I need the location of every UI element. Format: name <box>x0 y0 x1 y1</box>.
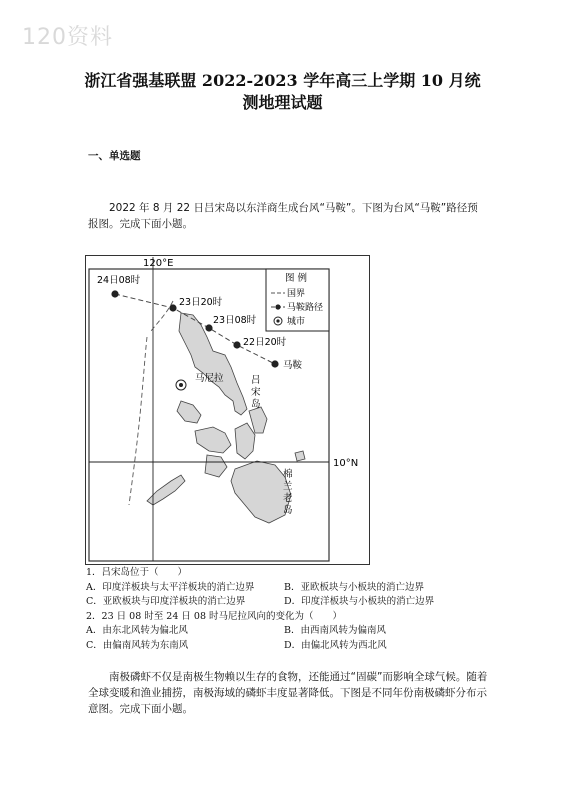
q1-row-ab <box>86 581 506 596</box>
mindanao-char-4: 岛 <box>283 505 293 516</box>
q2-stem: 2．23 日 08 时至 24 日 08 时马尼拉风向的变化为（ ） <box>86 610 343 622</box>
luzon-char-3: 岛 <box>251 399 261 410</box>
map-figure <box>85 255 370 565</box>
q1-option-d: D．印度洋板块与小板块的消亡边界 <box>284 596 435 607</box>
manila-marker-dot <box>179 383 183 387</box>
legend-border-label: 国界 <box>287 289 306 299</box>
luzon-char-2: 宋 <box>251 387 261 398</box>
point-23d20 <box>169 304 176 311</box>
point-22d20 <box>233 341 240 348</box>
map-legend <box>266 269 329 331</box>
q2-option-a: A．由东北风转为偏北风 <box>86 625 188 636</box>
q1-option-c: C．亚欧板块与印度洋板块的消亡边界 <box>86 596 246 607</box>
q1-option-b: B．亚欧板块与小板块的消亡边界 <box>284 581 424 593</box>
q1-row-cd <box>86 595 506 610</box>
label-22d20: 22日20时 <box>243 337 287 348</box>
mindanao-char-2: 兰 <box>283 481 293 492</box>
legend-city-dot <box>276 319 279 322</box>
questions-block <box>86 566 506 653</box>
page-title <box>60 70 505 114</box>
q1-stem: 1．吕宋岛位于（ ） <box>86 567 188 578</box>
label-23d08: 23日08时 <box>213 315 257 326</box>
luzon-char-1: 吕 <box>251 375 261 386</box>
label-23d20: 23日20时 <box>179 297 223 308</box>
legend-title: 图 例 <box>285 273 308 284</box>
legend-path-dot <box>275 304 280 309</box>
legend-path-label: 马鞍路径 <box>287 303 324 313</box>
legend-city-label: 城市 <box>287 317 306 327</box>
label-24d08: 24日08时 <box>97 275 141 286</box>
q2-row-cd <box>86 639 506 654</box>
manila-label: 马尼拉 <box>195 373 224 384</box>
label-maan: 马鞍 <box>283 360 303 371</box>
passage-krill: 南极磷虾不仅是南极生物赖以生存的食物，还能通过“固碳”而影响全球气候。随着全球变暖和渔业捕捞，南极海域的磷虾丰度显著降低。下图是不同年份南极磷虾分布示意图。完成下面小题。 <box>88 671 488 715</box>
mindanao-char-3: 老 <box>283 493 293 504</box>
section-heading: 一、单选题 <box>88 150 141 162</box>
q1-option-a: A．印度洋板块与太平洋板块的消亡边界 <box>86 581 255 593</box>
passage-typhoon: 2022 年 8 月 22 日吕宋岛以东洋商生成台风“马鞍”。下图为台风“马鞍”路径预报图。完成下面小题。 <box>88 202 478 230</box>
q2-option-d: D．由偏北风转为西北风 <box>284 639 387 651</box>
typhoon-map <box>85 255 370 565</box>
mindanao-char-1: 棉 <box>283 469 293 480</box>
q2-option-c: C．由偏南风转为东南风 <box>86 639 189 651</box>
point-maan <box>271 360 278 367</box>
lon-label: 120°E <box>143 258 174 269</box>
small-island <box>295 451 305 461</box>
watermark: 120资料 <box>22 25 113 50</box>
point-23d08 <box>205 324 212 331</box>
lat-label: 10°N <box>333 458 359 469</box>
q2-row-ab <box>86 624 506 639</box>
q2-option-b: B．由西南风转为偏南风 <box>284 625 386 636</box>
point-24d08 <box>111 290 118 297</box>
title-line-2: 测地理试题 <box>242 93 323 112</box>
title-line-1: 浙江省强基联盟 2022-2023 学年高三上学期 10 月统 <box>84 71 481 90</box>
